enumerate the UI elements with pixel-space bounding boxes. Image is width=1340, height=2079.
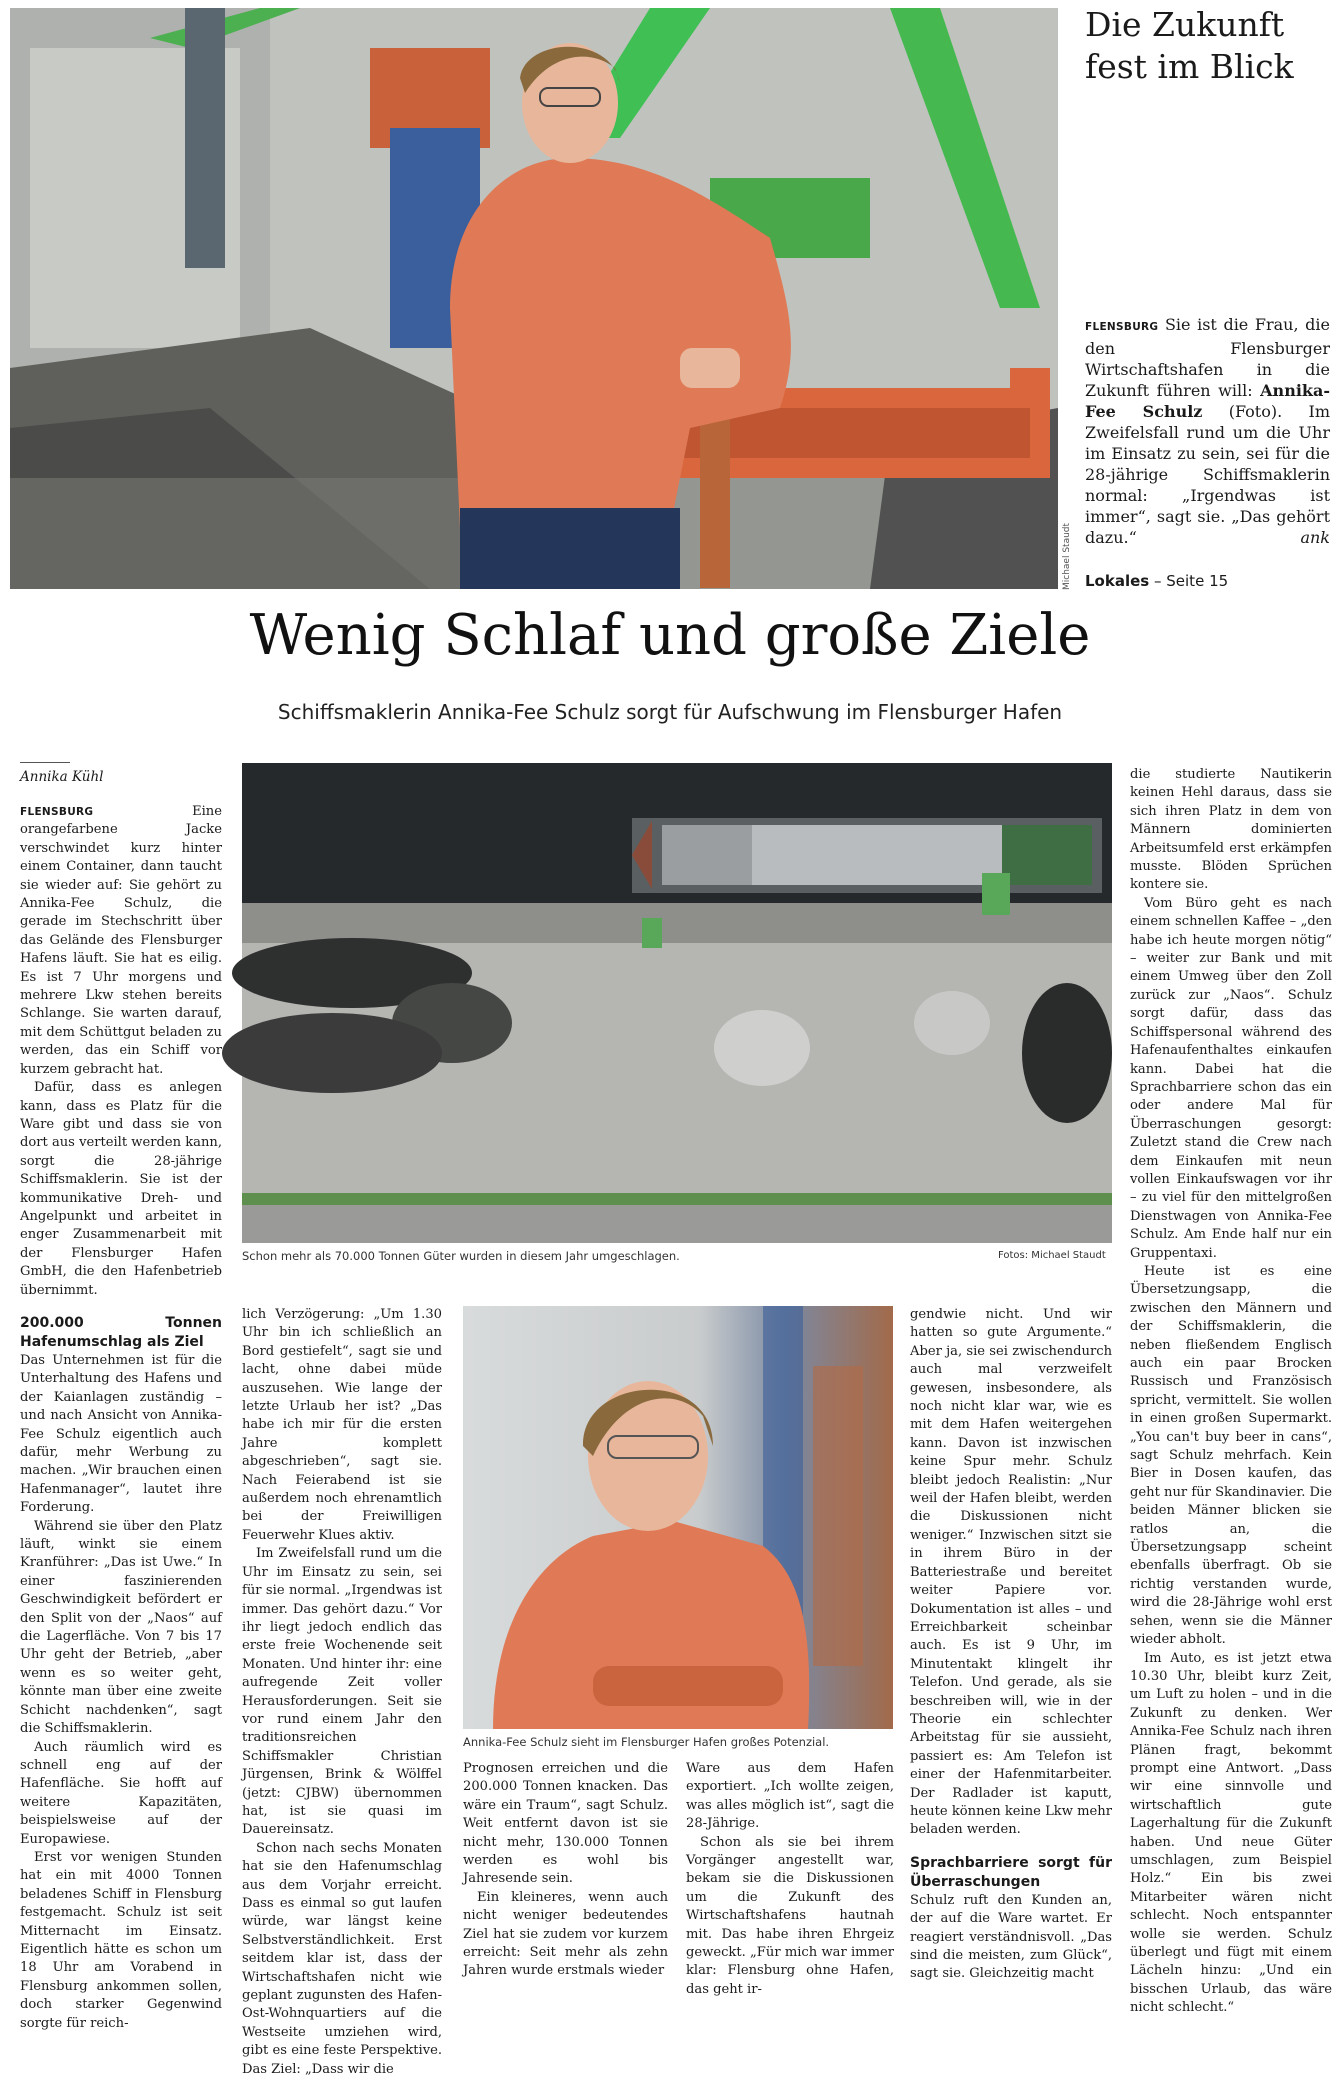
- col5-p3: Heute ist es eine Übersetzungsapp, die zwischen den Männern und der Schiffsmaklerin, die neben fließendem Englisch auch ein paar Brocken Russisch und Französisch spricht, vermittelt. Sie wollen in einen großen Supermarkt. „You can't buy beer in cans“, sagt Schulz mehrfach. Kein Bier in Dosen kaufen, das geht nur für Skandinavier. Die beiden Männer blicken sie ratlos an, die Übersetzungsapp scheint ebenfalls überfragt. Ob sie richtig verstanden wurde, wird die 28-Jährige wohl erst sehen, wenn sie die Männer wieder abholt.: [1130, 1263, 1332, 1648]
- teaser-title: [1085, 4, 1335, 88]
- author: Annika Kühl: [20, 769, 104, 785]
- teaser-text: [1085, 314, 1330, 548]
- teaser-photo: [10, 8, 1058, 589]
- col5-p2: Vom Büro geht es nach einem schnellen Kaffee – „den habe ich heute morgen nötig“ – weiter zur Bank und mit einem Umweg über den Zoll zurück zur „Naos“. Schulz sorgt dafür, dass das Schiffspersonal während des Hafenaufenthaltes einkaufen kann. Dabei hat die Sprachbarriere schon das ein oder andere Mal für Überraschungen gesorgt: Zuletzt stand die Crew nach dem Einkaufen mit neun vollen Einkaufswagen vor ihr – zu viel für den mittelgroßen Dienstwagen von Annika-Fee Schulz. Am Ende half nur ein Gruppentaxi.: [1130, 895, 1332, 1261]
- article-dateline: FLENSBURG: [20, 806, 94, 818]
- article-column-5: [1130, 766, 1332, 2035]
- portrait-illustration: [463, 1306, 893, 1729]
- portrait-caption: Annika-Fee Schulz sieht im Flensburger Hafen großes Potenzial.: [463, 1735, 830, 1749]
- teaser-ref-page: – Seite 15: [1154, 572, 1229, 590]
- aerial-harbor-illustration: [242, 763, 1112, 1243]
- harbor-scene-illustration: [10, 8, 1058, 589]
- teaser-reference[interactable]: [1085, 572, 1228, 590]
- teaser-ref-section: Lokales: [1085, 572, 1150, 590]
- article-column-3b: [686, 1760, 894, 2035]
- subheadline: Schiffsmaklerin Annika-Fee Schulz sorgt für Aufschwung im Flensburger Hafen: [277, 700, 1063, 724]
- col1-p4: Während sie über den Platz läuft, winkt sie einem Kranführer: „Das ist Uwe.“ In einer faszinierenden Geschwindigkeit befördert er den Split von der „Naos“ auf die Lagerfläche. Von 7 bis 17 Uhr geht der Betrieb, „aber wenn es so weiter geht, könnte man über eine zweite Schicht nachdenken“, sagt die Schiffsmaklerin.: [20, 1518, 222, 1737]
- article-column-2: [242, 1306, 442, 2077]
- col2-p3: Schon nach sechs Monaten hat sie den Hafenumschlag aus dem Vorjahr erreicht. Dass es einmal so gut laufen würde, war längst keine Selbstverständlichkeit. Erst seitdem klar ist, dass der Wirtschaftshafen nicht wie geplant zugunsten des Hafen-Ost-Wohnquartiers auf die Westseite umziehen wird, gibt es eine feste Perspektive. Das Ziel: „Dass wir die: [242, 1840, 442, 2077]
- teaser-title-line1: Die Zukunft: [1085, 5, 1285, 44]
- headline: Wenig Schlaf und große Ziele: [249, 603, 1091, 668]
- col3-p1: Prognosen erreichen und die 200.000 Tonnen knacken. Das wäre ein Traum“, sagt Schulz. Weit entfernt davon ist sie nicht mehr, 130.000 Tonnen werden es wohl bis Jahresende sein.: [463, 1761, 668, 1887]
- teaser-photo-credit: Michael Staudt: [1062, 522, 1072, 590]
- col1-p6: Erst vor wenigen Stunden hat ein mit 4000 Tonnen beladenes Schiff in Flensburg festgemacht. Schulz ist seit Mitternacht im Einsatz. Eigentlich hätte es schon um 18 Uhr am Vorabend in Flensburg ankommen sollen, doch starker Gegenwind sorgte für reich-: [20, 1849, 222, 2031]
- col4-p1: gendwie nicht. Und wir hatten so gute Argumente.“ Aber ja, sie sei zwischendurch auch mal verzweifelt gewesen, insbesondere, als noch nicht klar war, wie es mit dem Hafen weitergehen kann. Davon ist inzwischen keine Spur mehr. Schulz bleibt jedoch Realistin: „Nur weil der Hafen bleibt, werden die Diskussionen nicht weniger.“ Inzwischen sitzt sie in ihrem Büro in der Batteriestraße und bereitet weiter Papiere vor. Dokumentation ist alles – und Erreichbarkeit scheinbar auch. Es ist 9 Uhr, im Minutentakt klingelt ihr Telefon. Und gerade, als sie beschreiben will, wie in der Theorie ein schlechter Arbeitstag für sie aussieht, passiert es: Am Telefon ist einer der Hafenmitarbeiter. Der Radlader ist kaputt, heute können keine Lkw mehr beladen werden.: [910, 1307, 1112, 1838]
- col4-p2: Schulz ruft den Kunden an, der auf die Ware wartet. Er reagiert verständnisvoll. „Das sind die meisten, zum Glück“, sagt sie. Gleichzeitig macht: [910, 1892, 1112, 1982]
- col1-subheading: 200.000 Tonnen Hafenumschlag als Ziel: [20, 1314, 222, 1350]
- teaser-title-line2: fest im Blick: [1085, 47, 1294, 86]
- col5-p4: Im Auto, es ist jetzt etwa 10.30 Uhr, bleibt kurz Zeit, um Luft zu holen – und in die Zukunft zu denken. Wer Annika-Fee Schulz nach ihren Plänen fragt, bekommt prompt eine Antwort. „Dass wir eine sinnvolle und wirtschaftlich gute Lagerhaltung für die Zukunft haben. Und neue Güter umschlagen, zum Beispiel Holz.“ Ein bis zwei Mitarbeiter wären nicht schlecht. Noch entspannter wolle sie werden. Schulz überlegt und fügt mit einem Lächeln hinzu: „Und ein bisschen Urlaub, das wäre nicht schlecht.“: [1130, 1650, 1332, 2016]
- aerial-caption: Schon mehr als 70.000 Tonnen Güter wurden in diesem Jahr umgeschlagen.: [242, 1249, 680, 1263]
- teaser-text-before: Sie ist die Frau, die den Flensburger Wirtschaftshafen in die Zukunft führen will:: [1085, 315, 1330, 400]
- aerial-photo: [242, 763, 1112, 1243]
- teaser-text-after: (Foto). Im Zweifelsfall rund um die Uhr im Einsatz zu sein, sei für die 28-jährige Schiffsmaklerin normal: „Irgendwas ist immer“, sagt sie. „Das gehört dazu.“: [1085, 402, 1331, 547]
- portrait-photo: [463, 1306, 893, 1729]
- teaser-author-initials: ank: [1300, 528, 1330, 547]
- col1-p2: Dafür, dass es anlegen kann, dass es Platz für die Ware gibt und dass sie von dort aus verteilt werden kann, sorgt die 28-jährige Schiffsmaklerin. Sie ist der kommunikative Dreh- und Angelpunkt und arbeitet in enger Zusammenarbeit mit der Flensburger Hafen GmbH, die den Hafenbetrieb übernimmt.: [20, 1080, 222, 1298]
- col1-p1: Eine orangefarbene Jacke verschwindet kurz hinter einem Container, dann taucht sie wieder auf: Sie gehört zu Annika-Fee Schulz, die gerade im Stechschritt über das Gelände des Flensburger Hafens läuft. Sie hat es eilig. Es ist 7 Uhr morgens und mehrere Lkw stehen bereits Schlange. Sie warten darauf, mit dem Schüttgut beladen zu werden, das ein Schiff vor kurzem gebracht hat.: [20, 804, 222, 1077]
- col3-p2: Ein kleineres, wenn auch nicht weniger bedeutendes Ziel hat sie zudem vor kurzem erreicht: Seit mehr als zehn Jahren wurde erstmals wieder: [463, 1889, 668, 1979]
- col5-p1: die studierte Nautikerin keinen Hehl daraus, dass sie sich ihren Platz in dem von Männern dominierten Arbeitsumfeld erst erkämpfen musste. Blöden Sprüchen kontere sie.: [1130, 767, 1332, 893]
- teaser-dateline: FLENSBURG: [1085, 321, 1159, 333]
- aerial-credit: Fotos: Michael Staudt: [998, 1250, 1106, 1261]
- article-column-1: [20, 803, 222, 2035]
- col1-p3: Das Unternehmen ist für die Unterhaltung des Hafens und der Kaianlagen zuständig – und nach Ansicht von Annika-Fee Schulz eigentlich auch dafür, mehr Werbung zu machen. „Wir brauchen einen Hafenmanager“, lautet ihre Forderung.: [20, 1352, 222, 1516]
- author-rule: [20, 762, 70, 763]
- article-column-3: [463, 1760, 668, 2035]
- article-column-4: [910, 1306, 1112, 2035]
- col2-p1: lich Verzögerung: „Um 1.30 Uhr bin ich schließlich an Bord gestiefelt“, sagt sie und lacht, ohne dabei müde auszusehen. Wie lange der letzte Urlaub her ist? „Das habe ich mir für die ersten Jahre komplett abgeschrieben“, sagt sie. Nach Feierabend ist sie außerdem noch ehrenamtlich bei der Freiwilligen Feuerwehr Klues aktiv.: [242, 1307, 442, 1543]
- col2-p2: Im Zweifelsfall rund um die Uhr im Einsatz zu sein, sei für sie normal. „Irgendwas ist immer. Das gehört dazu.“ Vor ihr liegt jedoch endlich das erste freie Wochenende seit Monaten. Und hinter ihr: eine aufregende Zeit voller Herausforderungen. Seit sie vor rund einem Jahr den traditionsreichen Schiffsmakler Christian Jürgensen, Brink & Wölffel (jetzt: CJBW) übernommen hat, ist sie quasi im Dauereinsatz.: [242, 1546, 442, 1838]
- col3b-p1: Ware aus dem Hafen exportiert. „Ich wollte zeigen, was alles möglich ist“, sagt die 28-Jährige.: [686, 1761, 894, 1832]
- teaser-name: Annika-Fee Schulz: [1085, 381, 1330, 421]
- col3b-p2: Schon als sie bei ihrem Vorgänger angestellt war, bekam sie die Diskussionen um die Zukunft des Wirtschaftshafens hautnah mit. Das habe ihren Ehrgeiz geweckt. „Für mich war immer klar: Flensburg ohne Hafen, das geht ir-: [686, 1834, 894, 1997]
- col1-p5: Auch räumlich wird es schnell eng auf der Hafenfläche. Sie hofft auf weitere Kapazitäten, beispielsweise auf der Europawiese.: [20, 1739, 222, 1847]
- col4-subheading: Sprachbarriere sorgt für Überraschungen: [910, 1854, 1112, 1890]
